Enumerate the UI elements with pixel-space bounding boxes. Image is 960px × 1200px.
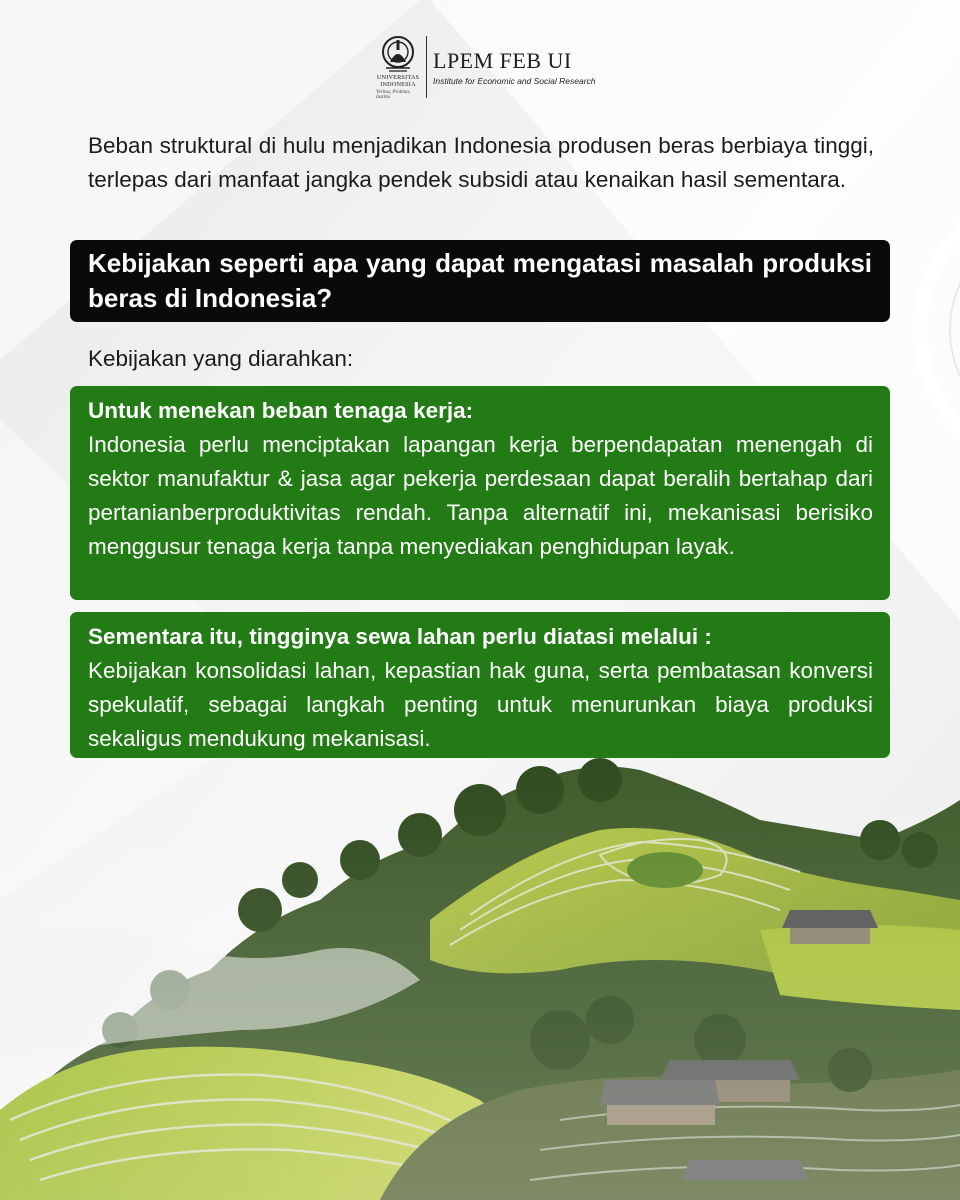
university-seal [376, 34, 420, 100]
logo-subtitle: Institute for Economic and Social Research [433, 75, 596, 86]
logo-divider [426, 36, 427, 98]
makara-emblem-icon [380, 34, 416, 74]
lpem-logo [376, 32, 596, 102]
question-banner: Kebijakan seperti apa yang dapat mengatasi masalah produksi beras di Indonesia? [70, 240, 890, 322]
university-name-line2: INDONESIA [380, 81, 416, 88]
policy-box-title: Untuk menekan beban tenaga kerja: [88, 398, 474, 423]
logo-title: LPEM FEB UI [433, 47, 572, 73]
university-name-line1: UNIVERSITAS [376, 74, 420, 81]
policy-box-title: Sementara itu, tingginya sewa lahan perlu diatasi melalui : [88, 624, 712, 649]
policy-box-land-rent [70, 612, 890, 758]
university-motto: Veritas, Probitas, Iustitia [376, 90, 411, 100]
rice-terrace-landscape [0, 740, 960, 1200]
policy-box-labor [70, 386, 890, 600]
policy-box-body: Kebijakan konsolidasi lahan, kepastian hak guna, serta pembatasan konversi spekulatif, sebagai langkah penting untuk menurunkan biaya produksi sekaligus mendukung mekanisasi. [88, 658, 873, 751]
policy-box-body: Indonesia perlu menciptakan lapangan kerja berpendapatan menengah di sektor manufaktur & jasa agar pekerja perdesaan dapat beralih bertahap dari pertanianberproduktivitas rendah. Tanpa alternatif ini, mekanisasi berisiko menggusur tenaga kerja tanpa menyediakan penghidupan layak. [88, 432, 873, 559]
intro-paragraph: Beban struktural di hulu menjadikan Indonesia produsen beras berbiaya tinggi, terlepas dari manfaat jangka pendek subsidi atau kenaikan hasil sementara. [88, 133, 874, 192]
policy-label: Kebijakan yang diarahkan: [88, 346, 354, 371]
